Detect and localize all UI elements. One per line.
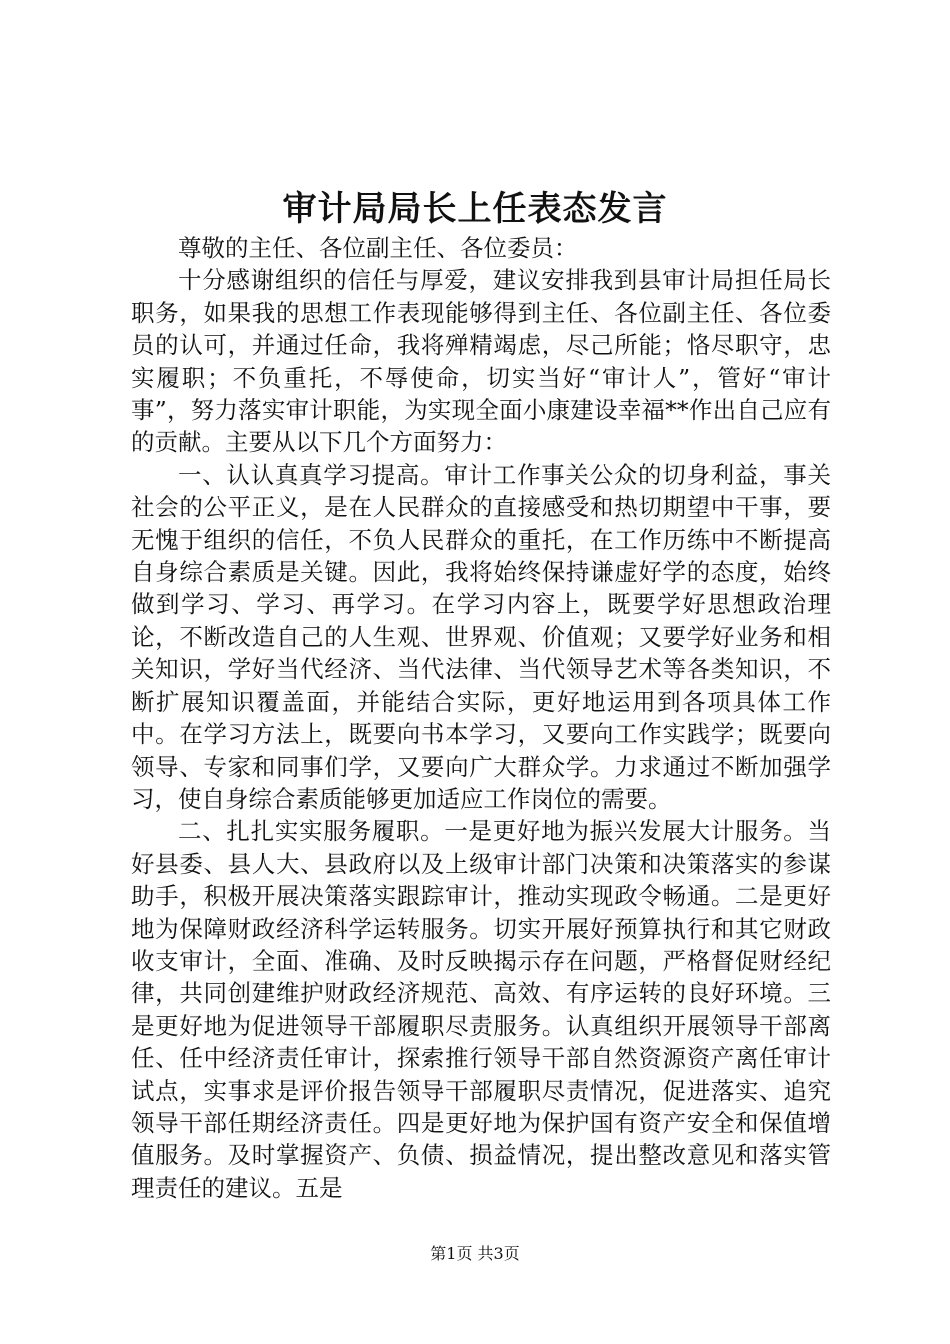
salutation-paragraph: 尊敬的主任、各位副主任、各位委员： (178, 234, 578, 262)
page-number-footer: 第1页 共3页 (430, 1244, 520, 1263)
document-body (131, 232, 831, 1204)
document-title: 审计局局长上任表态发言 (282, 189, 668, 229)
section-one-paragraph: 一、认认真真学习提高。审计工作事关公众的切身利益，事关社会的公平正义，是在人民群众的直接感受和热切期望中干事，要无愧于组织的信任，不负人民群众的重托，在工作历练中不断提高自身综合素质是关键。因此，我将始终保持谦虚好学的态度，始终做到学习、学习、再学习。在学习内容上，既要学好思想政治理论，不断改造自己的人生观、世界观、价值观；又要学好业务和相关知识，学好当代经济、当代法律、当代领导艺术等各类知识，不断扩展知识覆盖面，并能结合实际，更好地运用到各项具体工作中。在学习方法上，既要向书本学习，又要向工作实践学；既要向领导、专家和同事们学，又要向广大群众学。力求通过不断加强学习，使自身综合素质能够更加适应工作岗位的需要。 (131, 460, 831, 813)
intro-paragraph: 十分感谢组织的信任与厚爱，建议安排我到县审计局担任局长职务，如果我的思想工作表现能够得到主任、各位副主任、各位委员的认可，并通过任命，我将殚精竭虑，尽己所能；恪尽职守，忠实履职；不负重托，不辱使命，切实当好“审计人”，管好“审计事”，努力落实审计职能，为实现全面小康建设幸福**作出自己应有的贡献。主要从以下几个方面努力： (131, 266, 831, 457)
section-two-paragraph: 二、扎扎实实服务履职。一是更好地为振兴发展大计服务。当好县委、县人大、县政府以及上级审计部门决策和决策落实的参谋助手，积极开展决策落实跟踪审计，推动实现政令畅通。二是更好地为保障财政经济科学运转服务。切实开展好预算执行和其它财政收支审计，全面、准确、及时反映揭示存在问题，严格督促财经纪律，共同创建维护财政经济规范、高效、有序运转的良好环境。三是更好地为促进领导干部履职尽责服务。认真组织开展领导干部离任、任中经济责任审计，探索推行领导干部自然资源资产离任审计试点，实事求是评价报告领导干部履职尽责情况，促进落实、追究领导干部任期经济责任。四是更好地为保护国有资产安全和保值增值服务。及时掌握资产、负债、损益情况，提出整改意见和落实管理责任的建议。五是 (131, 817, 831, 1202)
